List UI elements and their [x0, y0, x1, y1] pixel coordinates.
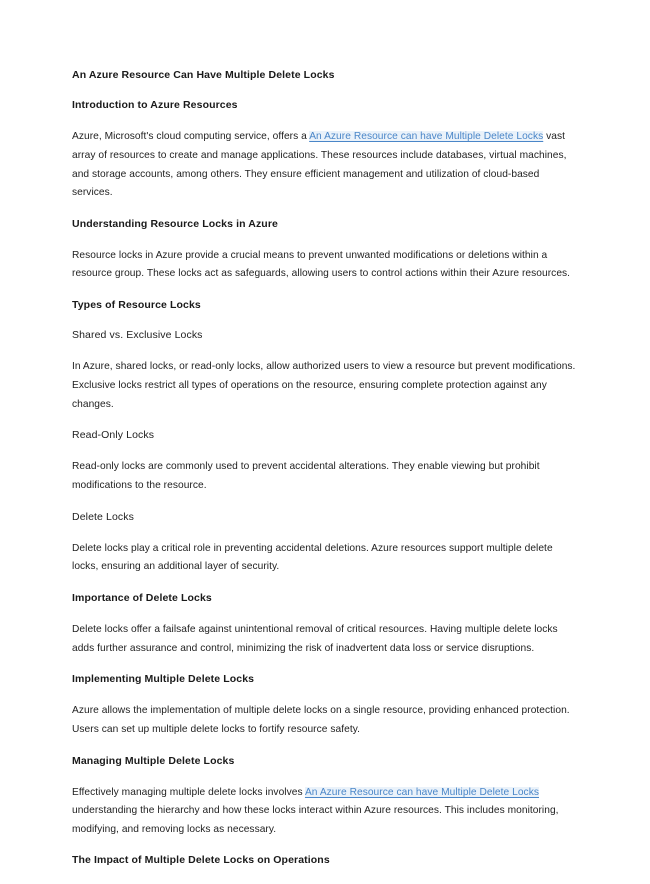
inline-link-azure-delete-locks-2[interactable]: An Azure Resource can have Multiple Delete Locks [304, 786, 539, 798]
document-body [72, 68, 578, 884]
heading-impact-of-multiple-delete-locks: The Impact of Multiple Delete Locks on Operations [72, 854, 330, 867]
subheading-shared-vs-exclusive-locks: Shared vs. Exclusive Locks [72, 329, 203, 342]
heading-importance-of-delete-locks: Importance of Delete Locks [72, 591, 212, 604]
subheading-delete-locks: Delete Locks [72, 510, 134, 523]
inline-link-azure-delete-locks-1[interactable]: An Azure Resource can have Multiple Delete Locks [309, 131, 544, 143]
heading-types-of-resource-locks: Types of Resource Locks [72, 299, 201, 312]
heading-understanding-resource-locks: Understanding Resource Locks in Azure [72, 217, 278, 230]
paragraph-introduction-text-before-link: Azure, Microsoft's cloud computing service, offers a [72, 131, 310, 143]
paragraph-importance-of-delete-locks: Delete locks offer a failsafe against unintentional removal of critical resources. Having multiple delete locks adds further assurance and control, minimizing the risk of inadvertent data loss or service disruptions. [72, 624, 558, 654]
paragraph-read-only-locks: Read-only locks are commonly used to prevent accidental alterations. They enable viewing but prohibit modifications to the resource. [72, 461, 540, 491]
heading-implementing-multiple-delete-locks: Implementing Multiple Delete Locks [72, 673, 255, 686]
paragraph-managing-text-after-link: understanding the hierarchy and how these locks interact within Azure resources. This includes monitoring, modifying, and removing locks as necessary. [72, 805, 559, 835]
paragraph-delete-locks: Delete locks play a critical role in preventing accidental deletions. Azure resources support multiple delete locks, ensuring an additional layer of security. [72, 542, 553, 573]
paragraph-introduction-text-after-link: vast array of resources to create and manage applications. These resources include databases, virtual machines, and storage accounts, among others. They ensure efficient management and utilization of cloud-based services. [72, 131, 567, 199]
heading-managing-multiple-delete-locks: Managing Multiple Delete Locks [72, 754, 235, 767]
paragraph-managing-multiple-delete-locks [72, 784, 578, 840]
paragraph-understanding-resource-locks: Resource locks in Azure provide a crucial means to prevent unwanted modifications or deletions within a resource group. These locks act as safeguards, allowing users to control actions within their Azure resources. [72, 249, 571, 280]
subheading-read-only-locks: Read-Only Locks [72, 429, 155, 442]
paragraph-implementing-multiple-delete-locks: Azure allows the implementation of multiple delete locks on a single resource, providing enhanced protection. Users can set up multiple delete locks to fortify resource safety. [72, 705, 570, 735]
heading-introduction-to-azure-resources: Introduction to Azure Resources [72, 99, 238, 112]
paragraph-managing-text-before-link: Effectively managing multiple delete locks involves [72, 786, 305, 798]
paragraph-shared-vs-exclusive-locks: In Azure, shared locks, or read-only locks, allow authorized users to view a resource but prevent modifications. Exclusive locks restrict all types of operations on the resource, ensuring complete protection against any changes. [72, 361, 576, 410]
paragraph-introduction [72, 128, 578, 202]
page-title: An Azure Resource Can Have Multiple Delete Locks [72, 69, 335, 81]
